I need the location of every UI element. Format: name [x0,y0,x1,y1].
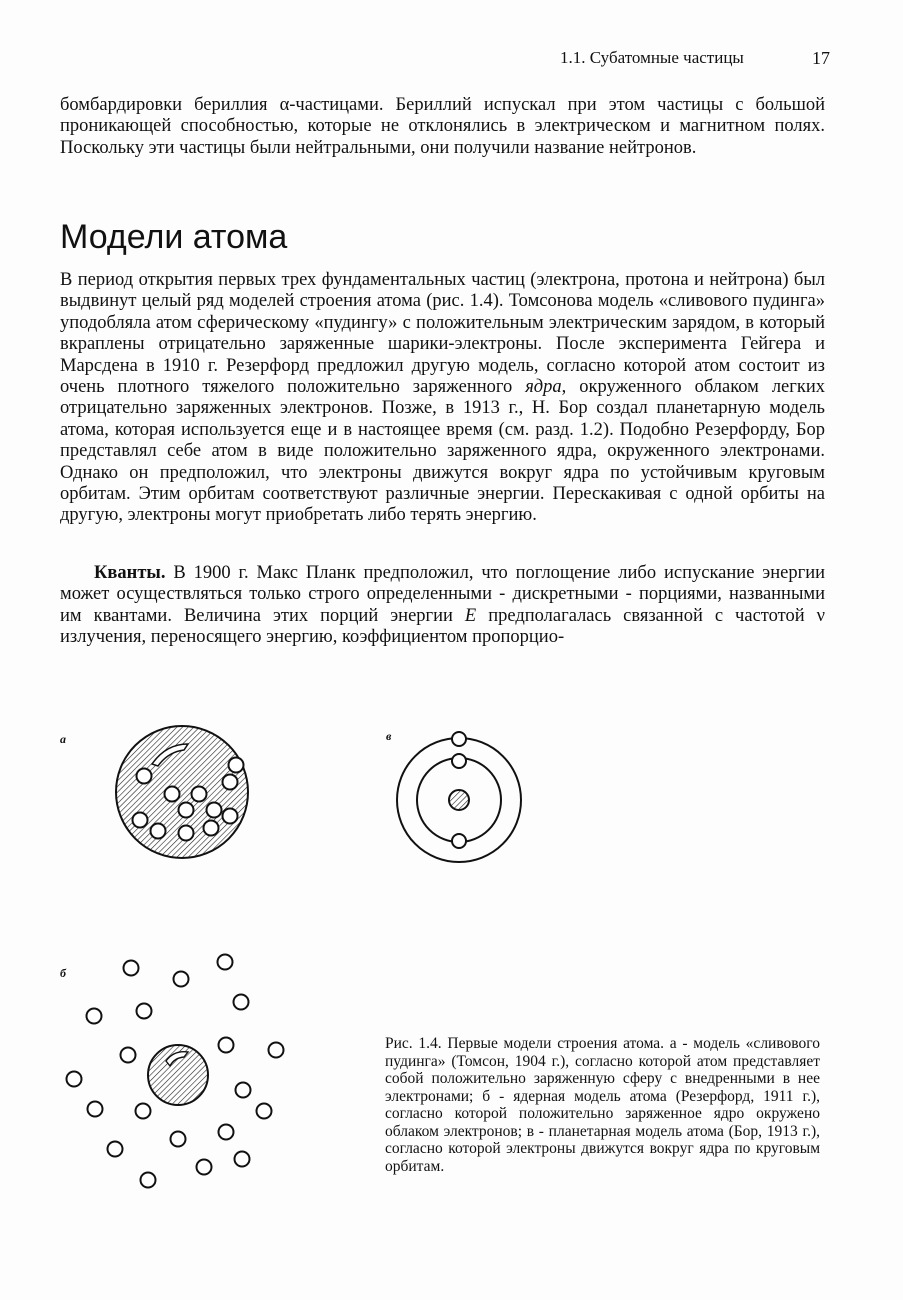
electron [171,1132,186,1147]
electron [141,1173,156,1188]
quanta-text [60,563,825,649]
electron [165,787,180,802]
models-text [60,270,825,527]
electron [452,834,466,848]
running-header [560,46,830,70]
electron [219,1125,234,1140]
electron [218,955,233,970]
electron [452,754,466,768]
models-text-part1: В период открытия первых трех фундаментальных частиц (электрона, протона и нейтрона) был выдвинут целый ряд моделей строения атома (рис. 1.4). Томсонова модель «сливового пудинга» уподобляла атом сферическому «пудингу» с положительным электрическим зарядом, в который вкраплены отрицательно заряженные шарики-электроны. После эксперимента Гейгера и Марсдена в 1910 г. Резерфорд предложил другую модель, согласно которой атом состоит из очень плотного тяжелого положительно заряженного [60,270,825,398]
electron [223,775,238,790]
rutherford-model-diagram [60,950,300,1190]
quanta-term: Кванты. [94,563,166,583]
bohr-model-diagram [390,725,530,870]
electron [235,1152,250,1167]
electron [151,824,166,839]
figure-label-v: в [386,729,392,743]
section-title: 1.1. Субатомные частицы [560,48,744,67]
energy-symbol: E [464,605,477,626]
nucleus [449,790,469,810]
page-number: 17 [812,47,830,68]
electron [207,803,222,818]
nucleus-term: ядра [525,377,562,398]
figure-label-a: а [60,732,66,746]
electron [234,995,249,1010]
electron [124,961,139,976]
quanta-text-part1: В 1900 г. Макс Планк предположил, что поглощение либо испускание энергии может осуществляться только строго определенными - дискретными - порциями, названными им квантами. Величина этих порций энергии [60,563,825,626]
electron [108,1142,123,1157]
figure-label-b: б [60,966,66,980]
thomson-model-diagram [110,720,255,865]
figure-caption [385,1035,820,1175]
electron [88,1102,103,1117]
quanta-paragraph [60,563,825,649]
electron [192,787,207,802]
models-paragraph [60,270,825,527]
electron [223,809,238,824]
electron [133,813,148,828]
models-text-part2: , окруженного облаком легких отрицательно заряженных электронов. Позже, в 1913 г., Н. Бор создал планетарную модель атома, которая используется еще и в настоящее время (см. разд. 1.2). Подобно Резерфорду, Бор представлял себе атом в виде положительно заряженного ядра, окруженного электронами. Однако он предположил, что электроны движутся вокруг ядра по устойчивым круговым орбитам. Этим орбитам соответствуют различные энергии. Перескакивая с одной орбиты на другую, электроны могут приобретать либо терять энергию. [60,377,825,526]
electron [87,1009,102,1024]
electron [137,769,152,784]
electron [179,803,194,818]
electron [452,732,466,746]
electron [136,1104,151,1119]
caption-text: Рис. 1.4. Первые модели строения атома. а - модель «сливового пудинга» (Томсон, 1904 г.), согласно которой атом представляет собой положительно заряженную сферу с внедренными в нее электронами; б - ядерная модель атома (Резерфорд, 1911 г.), согласно которой положительно заряженное ядро окружено облаком электронов; в - планетарная модель атома (Бор, 1913 г.), согласно которой электроны движутся вокруг ядра по круговым орбитам. [385,1035,820,1175]
electron [219,1038,234,1053]
electron [174,972,189,987]
electron [257,1104,272,1119]
electron [121,1048,136,1063]
intro-text: бомбардировки бериллия α-частицами. Бериллий испускал при этом частицы с большой проникающей способностью, которые не отклонялись в электрическом и магнитном полях. Поскольку эти частицы были нейтральными, они получили название нейтронов. [60,95,825,158]
electron [137,1004,152,1019]
electron [67,1072,82,1087]
electron [204,821,219,836]
electron [179,826,194,841]
intro-paragraph [60,95,825,159]
section-heading: Модели атома [60,218,288,256]
electron [229,758,244,773]
electron [197,1160,212,1175]
quanta-text-part2: предполагалась связанной с частотой ν излучения, переносящего энергию, коэффициентом пропорцио- [60,605,825,648]
electron [269,1043,284,1058]
electron [236,1083,251,1098]
